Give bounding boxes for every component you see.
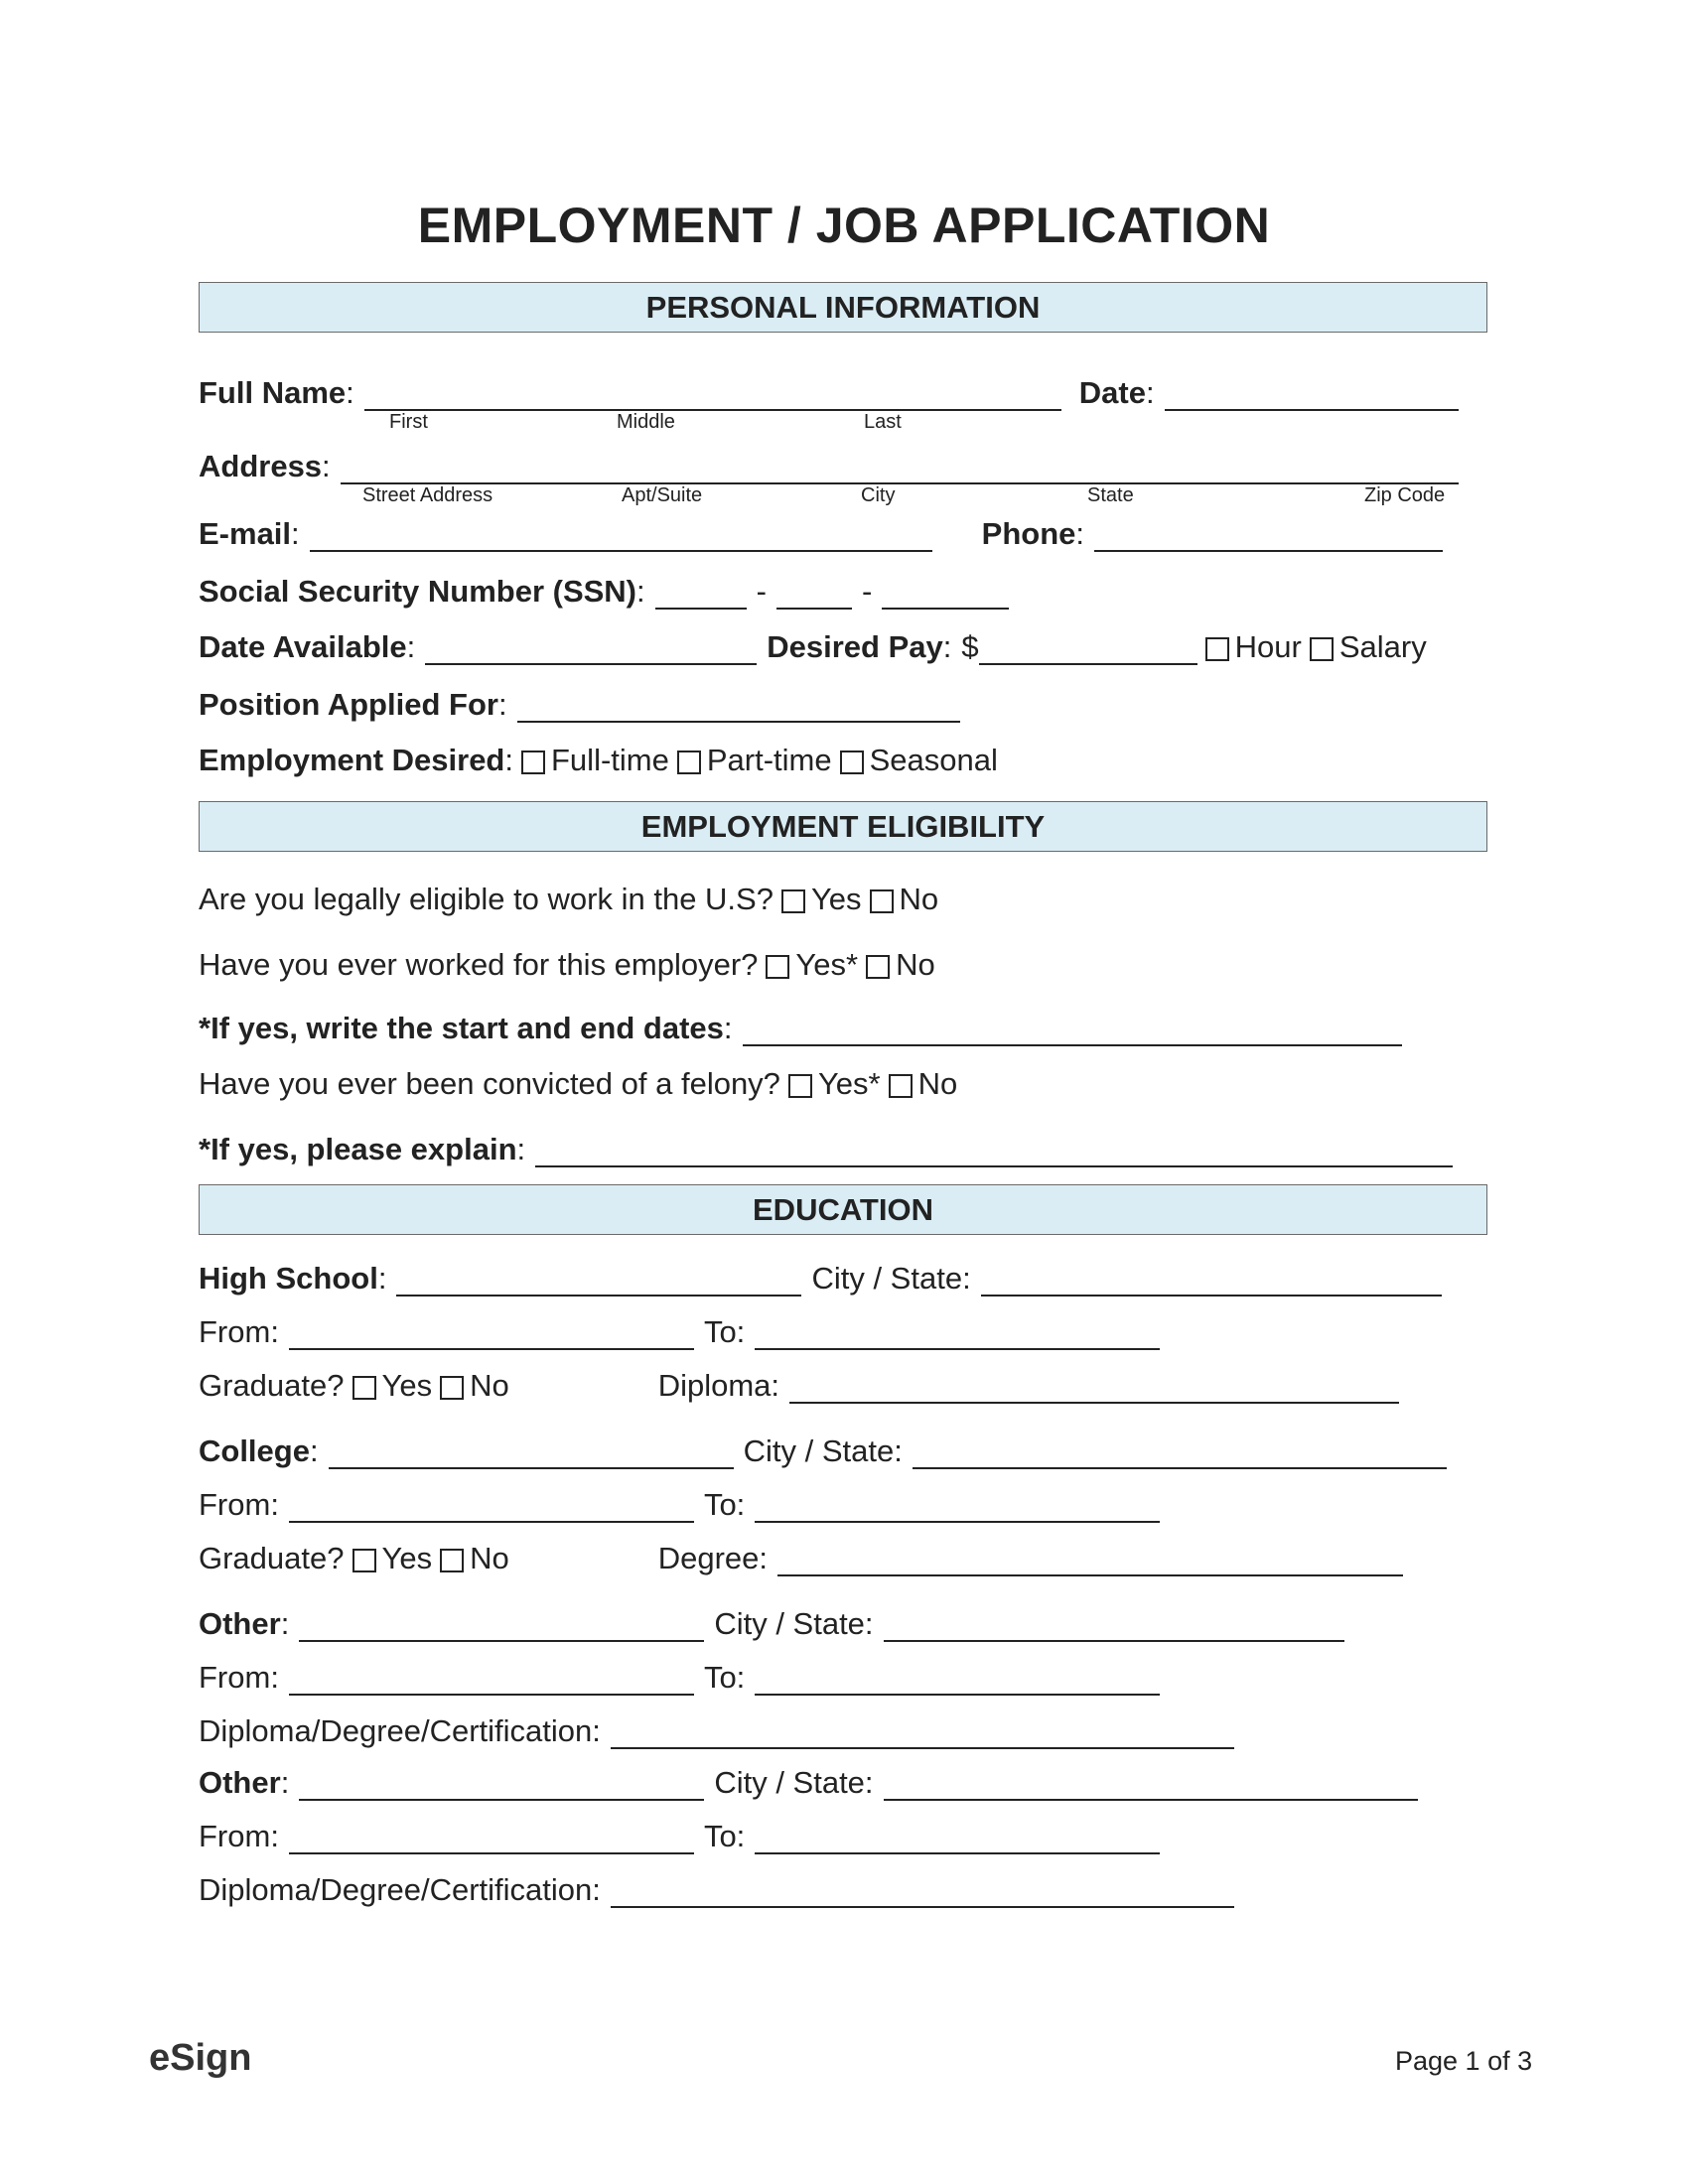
high-school-field[interactable] [396, 1265, 801, 1297]
address-sub-state: State [1087, 484, 1134, 506]
full-name-label: Full Name [199, 375, 347, 410]
ssn-row: Social Security Number (SSN) : - - [199, 566, 1009, 610]
other-1-certification-row [199, 1706, 1234, 1749]
section-header-eligibility: EMPLOYMENT ELIGIBILITY [199, 801, 1487, 852]
other-2-certification-field[interactable] [611, 1876, 1234, 1908]
eligible-yes-checkbox[interactable] [781, 889, 805, 913]
salary-label: Salary [1338, 629, 1427, 664]
high-school-diploma-field[interactable] [789, 1372, 1399, 1404]
high-school-city-state-field[interactable] [981, 1265, 1442, 1297]
high-school-row: High School : City / State: [199, 1253, 1442, 1297]
college-to-field[interactable] [755, 1491, 1160, 1523]
ssn-field-1[interactable] [655, 578, 747, 610]
college-from-label: From: [199, 1487, 279, 1522]
felony-explain-field[interactable] [535, 1136, 1453, 1167]
eligible-question: Are you legally eligible to work in the U.S? [199, 882, 774, 916]
other-1-certification-label: Diploma/Degree/Certification: [199, 1713, 601, 1748]
high-school-diploma-label: Diploma: [657, 1368, 780, 1403]
college-dates-row [199, 1479, 1160, 1523]
worked-before-no-label: No [896, 947, 935, 982]
other-2-to-label: To: [703, 1819, 746, 1853]
position-field[interactable] [517, 691, 960, 723]
college-graduate-no-checkbox[interactable] [440, 1549, 464, 1572]
high-school-from-label: From: [199, 1314, 279, 1349]
high-school-city-state-label: City / State: [811, 1261, 971, 1296]
address-sub-street: Street Address [362, 484, 493, 506]
address-sub-city: City [861, 484, 896, 506]
worked-before-row [199, 939, 935, 983]
name-sub-first: First [389, 411, 428, 433]
dollar-sign: $ [961, 629, 979, 664]
worked-before-question: Have you ever worked for this employer? [199, 947, 759, 982]
employment-desired-label: Employment Desired [199, 743, 505, 777]
desired-pay-label: Desired Pay [767, 629, 943, 664]
address-sub-apt: Apt/Suite [622, 484, 703, 506]
seasonal-label: Seasonal [869, 743, 998, 777]
college-degree-label: Degree: [657, 1541, 769, 1575]
college-label: College [199, 1433, 310, 1468]
salary-checkbox[interactable] [1310, 637, 1334, 661]
high-school-graduate-no-label: No [470, 1368, 509, 1403]
part-time-checkbox[interactable] [677, 751, 701, 774]
name-sub-last: Last [864, 411, 902, 433]
college-field[interactable] [329, 1437, 734, 1469]
phone-field[interactable] [1094, 520, 1443, 552]
high-school-to-label: To: [703, 1314, 746, 1349]
hour-label: Hour [1234, 629, 1302, 664]
other-1-dates-row [199, 1652, 1160, 1696]
address-field[interactable] [341, 453, 1459, 484]
address-sub-zip: Zip Code [1364, 484, 1446, 506]
felony-yes-checkbox[interactable] [788, 1074, 812, 1098]
work-dates-field[interactable] [743, 1015, 1402, 1046]
other-1-to-field[interactable] [755, 1664, 1160, 1696]
eligible-no-checkbox[interactable] [870, 889, 894, 913]
esign-logo: eSign [149, 2037, 252, 2079]
high-school-graduate-yes-label: Yes [381, 1368, 433, 1403]
date-available-field[interactable] [425, 633, 757, 665]
high-school-graduate-no-checkbox[interactable] [440, 1376, 464, 1400]
eligible-row [199, 874, 938, 917]
full-name-field[interactable] [364, 379, 1061, 411]
felony-no-checkbox[interactable] [889, 1074, 913, 1098]
high-school-to-field[interactable] [755, 1318, 1160, 1350]
felony-explain-row: *If yes, please explain : [199, 1124, 1453, 1167]
college-graduate-yes-checkbox[interactable] [352, 1549, 376, 1572]
other-2-row: Other : City / State: [199, 1757, 1418, 1801]
other-2-from-field[interactable] [289, 1823, 694, 1854]
eligible-no-label: No [899, 882, 939, 916]
email-row: E-mail : Phone : [199, 508, 1443, 552]
work-dates-label: *If yes, write the start and end dates [199, 1011, 724, 1045]
other-2-from-label: From: [199, 1819, 279, 1853]
address-label: Address [199, 449, 323, 483]
college-from-field[interactable] [289, 1491, 694, 1523]
section-header-personal: PERSONAL INFORMATION [199, 282, 1487, 333]
section-header-education: EDUCATION [199, 1184, 1487, 1235]
other-1-label: Other [199, 1606, 281, 1641]
other-1-city-state-label: City / State: [714, 1606, 874, 1641]
high-school-from-field[interactable] [289, 1318, 694, 1350]
other-2-city-state-label: City / State: [714, 1765, 874, 1800]
other-2-certification-label: Diploma/Degree/Certification: [199, 1872, 601, 1907]
felony-no-label: No [917, 1066, 958, 1101]
college-to-label: To: [703, 1487, 746, 1522]
college-city-state-label: City / State: [743, 1433, 903, 1468]
worked-before-yes-label: Yes* [795, 947, 859, 982]
other-1-to-label: To: [703, 1660, 746, 1695]
email-label: E-mail [199, 516, 292, 551]
ssn-field-3[interactable] [882, 578, 1009, 610]
date-label: Date [1078, 375, 1146, 410]
worked-before-yes-checkbox[interactable] [766, 955, 789, 979]
high-school-dates-row [199, 1306, 1160, 1350]
address-row: Address : [199, 441, 1459, 484]
college-degree-field[interactable] [777, 1545, 1403, 1576]
page-number: Page 1 of 3 [1395, 2046, 1533, 2076]
felony-yes-label: Yes* [817, 1066, 881, 1101]
full-time-checkbox[interactable] [521, 751, 545, 774]
phone-label: Phone [981, 516, 1076, 551]
ssn-label: Social Security Number (SSN) [199, 574, 637, 609]
name-sub-middle: Middle [617, 411, 675, 433]
part-time-label: Part-time [706, 743, 832, 777]
other-1-city-state-field[interactable] [884, 1610, 1344, 1642]
full-name-row: Full Name : Date : [199, 367, 1459, 411]
availability-row: Date Available : Desired Pay : $ Hour Salary [199, 629, 1427, 664]
felony-explain-label: *If yes, please explain [199, 1132, 517, 1166]
eligible-yes-label: Yes [810, 882, 862, 916]
college-city-state-field[interactable] [913, 1437, 1447, 1469]
date-available-label: Date Available [199, 629, 407, 664]
other-2-city-state-field[interactable] [884, 1769, 1418, 1801]
other-1-from-field[interactable] [289, 1664, 694, 1696]
other-2-field[interactable] [299, 1769, 704, 1801]
hour-checkbox[interactable] [1205, 637, 1229, 661]
college-graduate-yes-label: Yes [381, 1541, 433, 1575]
ssn-field-2[interactable] [776, 578, 852, 610]
other-1-row: Other : City / State: [199, 1598, 1344, 1642]
seasonal-checkbox[interactable] [840, 751, 864, 774]
high-school-label: High School [199, 1261, 378, 1296]
other-2-to-field[interactable] [755, 1823, 1160, 1854]
other-2-certification-row [199, 1864, 1234, 1908]
college-graduate-label: Graduate? [199, 1541, 345, 1575]
high-school-graduate-label: Graduate? [199, 1368, 345, 1403]
page-title: EMPLOYMENT / JOB APPLICATION [417, 198, 1271, 253]
felony-question: Have you ever been convicted of a felony? [199, 1066, 780, 1101]
email-field[interactable] [310, 520, 932, 552]
worked-before-no-checkbox[interactable] [866, 955, 890, 979]
other-1-from-label: From: [199, 1660, 279, 1695]
high-school-graduate-row [199, 1360, 1399, 1404]
work-dates-row: *If yes, write the start and end dates : [199, 1003, 1402, 1046]
other-2-label: Other [199, 1765, 281, 1800]
desired-pay-field[interactable] [979, 633, 1197, 665]
other-2-dates-row [199, 1811, 1160, 1854]
felony-row [199, 1058, 957, 1102]
college-graduate-no-label: No [470, 1541, 509, 1575]
employment-desired-row: Employment Desired : Full-time Part-time Seasonal [199, 743, 998, 777]
position-label: Position Applied For [199, 687, 498, 722]
other-1-field[interactable] [299, 1610, 704, 1642]
full-time-label: Full-time [551, 743, 669, 777]
position-row: Position Applied For : [199, 679, 960, 723]
college-graduate-row [199, 1533, 1403, 1576]
high-school-graduate-yes-checkbox[interactable] [352, 1376, 376, 1400]
date-field[interactable] [1165, 379, 1459, 411]
college-row: College : City / State: [199, 1426, 1447, 1469]
other-1-certification-field[interactable] [611, 1717, 1234, 1749]
